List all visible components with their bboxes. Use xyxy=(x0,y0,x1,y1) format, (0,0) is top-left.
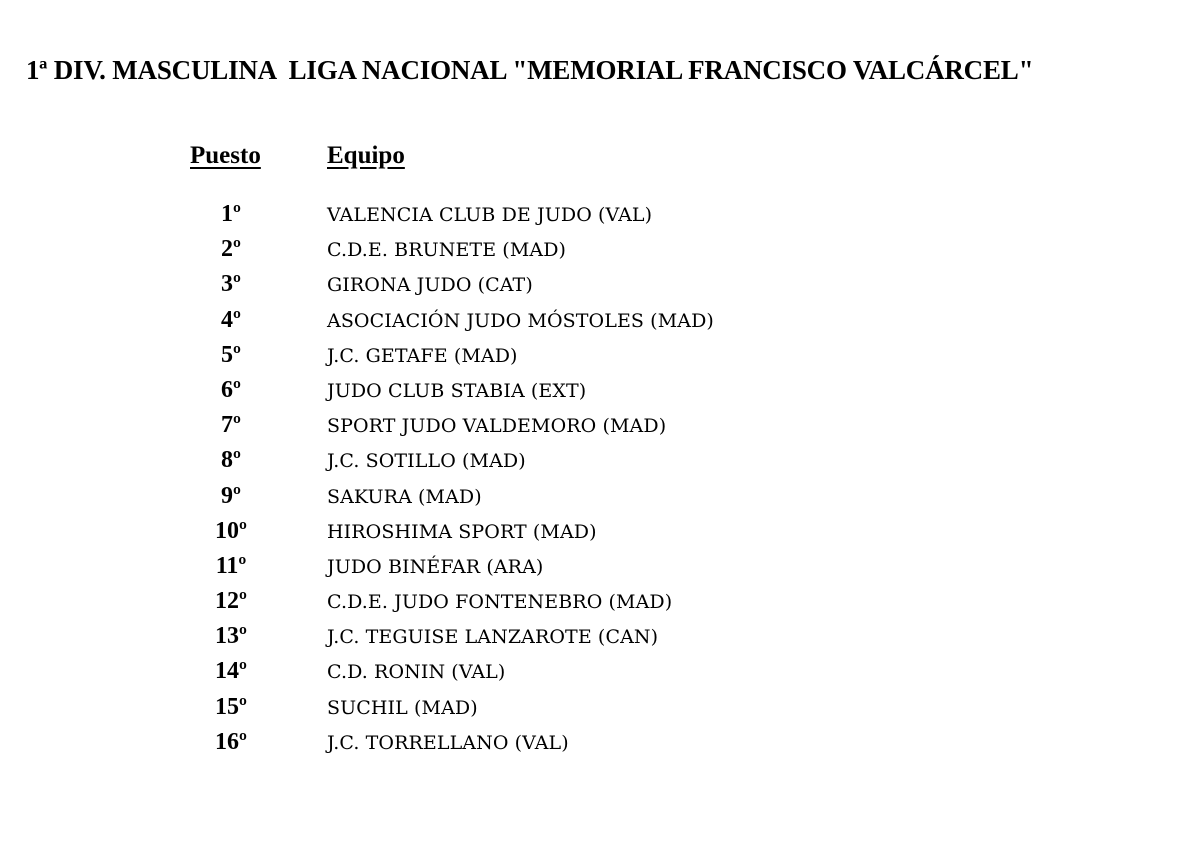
standings-row xyxy=(0,443,1200,478)
standings-list xyxy=(0,197,1200,760)
team-cell: C.D.E. JUDO FONTENEBRO (MAD) xyxy=(327,591,673,614)
position-cell: 15º xyxy=(215,693,247,720)
position-cell: 2º xyxy=(221,236,241,263)
standings-row xyxy=(0,267,1200,302)
position-cell: 10º xyxy=(215,517,247,544)
standings-row xyxy=(0,549,1200,584)
position-cell: 12º xyxy=(215,588,247,615)
position-cell: 6º xyxy=(221,376,241,403)
position-cell: 1º xyxy=(221,201,241,227)
standings-row xyxy=(0,303,1200,338)
page-title: 1ª DIV. MASCULINA LIGA NACIONAL "MEMORIAL FRANCISCO VALCÁRCEL" xyxy=(26,55,1034,85)
team-cell: ASOCIACIÓN JUDO MÓSTOLES (MAD) xyxy=(327,309,714,332)
standings-row xyxy=(0,408,1200,443)
team-cell: J.C. GETAFE (MAD) xyxy=(327,344,518,367)
team-cell: HIROSHIMA SPORT (MAD) xyxy=(327,520,597,543)
team-cell: C.D.E. BRUNETE (MAD) xyxy=(327,239,567,262)
standings-row xyxy=(0,232,1200,267)
standings-row xyxy=(0,479,1200,514)
position-cell: 11º xyxy=(215,552,247,579)
position-cell: 13º xyxy=(215,623,247,650)
team-cell: J.C. TORRELLANO (VAL) xyxy=(327,731,569,754)
team-cell: JUDO CLUB STABIA (EXT) xyxy=(327,379,587,402)
standings-row xyxy=(0,690,1200,725)
standings-row xyxy=(0,584,1200,619)
standings-row xyxy=(0,338,1200,373)
standings-row xyxy=(0,373,1200,408)
standings-row xyxy=(0,197,1200,232)
column-header-position: Puesto xyxy=(190,142,261,169)
team-cell: SUCHIL (MAD) xyxy=(327,696,478,719)
position-cell: 3º xyxy=(221,271,241,298)
position-cell: 7º xyxy=(221,412,241,439)
team-cell: C.D. RONIN (VAL) xyxy=(327,661,506,684)
team-cell: JUDO BINÉFAR (ARA) xyxy=(327,555,544,578)
team-cell: GIRONA JUDO (CAT) xyxy=(327,274,533,297)
team-cell: J.C. SOTILLO (MAD) xyxy=(327,450,526,473)
team-cell: SPORT JUDO VALDEMORO (MAD) xyxy=(327,415,667,438)
position-cell: 9º xyxy=(221,482,241,509)
standings-row xyxy=(0,654,1200,689)
team-cell: SAKURA (MAD) xyxy=(327,485,482,508)
team-cell: J.C. TEGUISE LANZAROTE (CAN) xyxy=(327,626,659,649)
position-cell: 16º xyxy=(215,728,247,755)
position-cell: 14º xyxy=(215,658,247,685)
standings-row xyxy=(0,514,1200,549)
column-header-team: Equipo xyxy=(327,142,405,169)
position-cell: 5º xyxy=(221,341,241,368)
standings-row xyxy=(0,725,1200,760)
team-cell: VALENCIA CLUB DE JUDO (VAL) xyxy=(327,204,653,226)
standings-row xyxy=(0,619,1200,654)
position-cell: 4º xyxy=(221,306,241,333)
position-cell: 8º xyxy=(221,447,241,474)
